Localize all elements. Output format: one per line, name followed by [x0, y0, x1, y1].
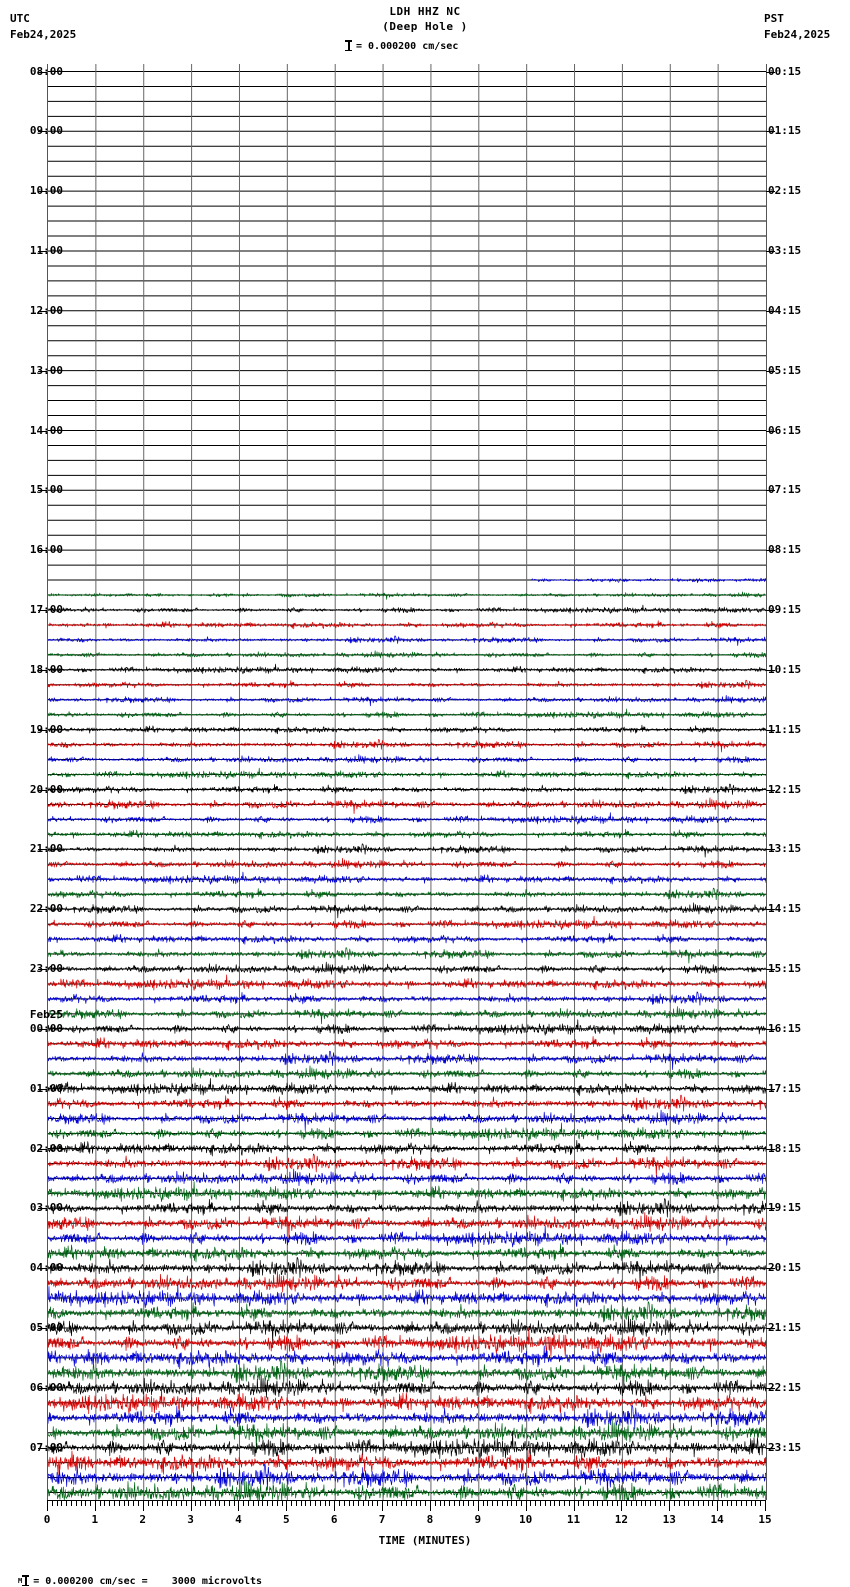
utc-time-label: 22:00 [29, 902, 63, 916]
x-minor-tick [282, 1500, 283, 1506]
x-minor-tick [617, 1500, 618, 1506]
helicorder-plot [47, 64, 767, 1500]
x-minor-tick [229, 1500, 230, 1506]
x-minor-tick [167, 1500, 168, 1506]
x-minor-tick [61, 1500, 62, 1506]
x-minor-tick [57, 1500, 58, 1506]
x-minor-tick [449, 1500, 450, 1506]
x-minor-tick [655, 1500, 656, 1506]
x-tick-label: 4 [235, 1513, 242, 1526]
x-minor-tick [684, 1500, 685, 1506]
x-minor-tick [109, 1500, 110, 1506]
x-minor-tick [564, 1500, 565, 1506]
x-minor-tick [358, 1500, 359, 1506]
x-minor-tick [66, 1500, 67, 1506]
x-minor-tick [751, 1500, 752, 1506]
utc-time-label: 06:00 [29, 1380, 63, 1394]
x-minor-tick [602, 1500, 603, 1506]
x-tick-label: 0 [43, 1513, 51, 1526]
pst-time-label: 05:15 [768, 363, 802, 377]
x-tick-label: 13 [662, 1513, 676, 1526]
x-minor-tick [329, 1500, 330, 1506]
x-major-tick [143, 1500, 144, 1511]
utc-time-label: 23:00 [29, 962, 63, 975]
x-minor-tick [258, 1500, 259, 1506]
x-minor-tick [262, 1500, 263, 1506]
x-minor-tick [349, 1500, 350, 1506]
utc-time-label: 13:00 [29, 363, 63, 377]
x-minor-tick [664, 1500, 665, 1506]
x-minor-tick [315, 1500, 316, 1506]
x-minor-tick [272, 1500, 273, 1506]
x-tick-label: 5 [283, 1513, 290, 1526]
x-minor-tick [631, 1500, 632, 1506]
pst-time-label: 18:15 [768, 1141, 802, 1155]
x-minor-tick [372, 1500, 373, 1506]
x-minor-tick [301, 1500, 302, 1506]
x-tick-label: 6 [330, 1513, 338, 1526]
footer-scale-bar-icon [22, 1575, 29, 1586]
pst-time-label: 10:15 [768, 662, 802, 676]
x-minor-tick [597, 1500, 598, 1506]
utc-time-label: 15:00 [29, 483, 63, 497]
pst-time-label: 20:15 [768, 1261, 802, 1275]
x-minor-tick [569, 1500, 570, 1506]
x-minor-tick [416, 1500, 417, 1506]
x-minor-tick [473, 1500, 474, 1506]
x-minor-tick [588, 1500, 589, 1506]
utc-time-label: 03:00 [29, 1201, 63, 1215]
x-minor-tick [516, 1500, 517, 1506]
x-minor-tick [507, 1500, 508, 1506]
x-minor-tick [325, 1500, 326, 1506]
x-minor-tick [205, 1500, 206, 1506]
header [0, 0, 850, 60]
utc-time-label: 20:00 [29, 782, 63, 796]
utc-time-label: 21:00 [29, 842, 63, 856]
x-minor-tick [463, 1500, 464, 1506]
x-minor-tick [511, 1500, 512, 1506]
x-minor-tick [253, 1500, 254, 1506]
x-tick-label: 1 [91, 1513, 99, 1526]
pst-time-label: 01:15 [768, 124, 802, 138]
x-minor-tick [712, 1500, 713, 1506]
x-minor-tick [492, 1500, 493, 1506]
utc-time-label: 05:00 [29, 1321, 63, 1334]
pst-time-label: 02:15 [768, 184, 802, 198]
x-minor-tick [377, 1500, 378, 1506]
x-minor-tick [708, 1500, 709, 1506]
x-minor-tick [454, 1500, 455, 1506]
scale-bar-text: = 0.000200 cm/sec [356, 41, 459, 52]
x-minor-tick [530, 1500, 531, 1506]
x-minor-tick [406, 1500, 407, 1506]
utc-time-label: 04:00 [29, 1261, 63, 1275]
pst-time-label: 07:15 [768, 483, 802, 497]
x-minor-tick [741, 1500, 742, 1506]
x-minor-tick [248, 1500, 249, 1506]
x-tick-label: 12 [614, 1513, 629, 1526]
x-tick-label: 10 [519, 1513, 533, 1526]
pst-time-label: 08:15 [768, 543, 802, 557]
x-major-tick [526, 1500, 527, 1511]
pst-timezone-label: PST [764, 12, 784, 25]
x-minor-tick [81, 1500, 82, 1506]
utc-time-label: 14:00 [29, 423, 63, 437]
x-minor-tick [578, 1500, 579, 1506]
x-minor-tick [693, 1500, 694, 1506]
scale-bar-note [345, 40, 458, 52]
x-minor-tick [114, 1500, 115, 1506]
utc-timezone-label: UTC [10, 12, 30, 25]
x-minor-tick [703, 1500, 704, 1506]
x-minor-tick [645, 1500, 646, 1506]
pst-time-label: 14:15 [768, 902, 802, 916]
x-minor-tick [305, 1500, 306, 1506]
x-major-tick [574, 1500, 575, 1511]
x-minor-tick [363, 1500, 364, 1506]
x-minor-tick [727, 1500, 728, 1506]
pst-time-label: 03:15 [768, 244, 802, 257]
pst-time-label: 04:15 [768, 303, 802, 317]
x-minor-tick [162, 1500, 163, 1506]
x-minor-tick [291, 1500, 292, 1506]
x-minor-tick [353, 1500, 354, 1506]
x-minor-tick [128, 1500, 129, 1506]
x-minor-tick [104, 1500, 105, 1506]
x-tick-label: 11 [566, 1513, 581, 1526]
x-minor-tick [497, 1500, 498, 1506]
x-minor-tick [152, 1500, 153, 1506]
x-minor-tick [468, 1500, 469, 1506]
pst-time-label: 11:15 [768, 722, 802, 736]
pst-time-label: 15:15 [768, 962, 802, 975]
x-minor-tick [593, 1500, 594, 1506]
x-major-tick [621, 1500, 622, 1511]
x-minor-tick [660, 1500, 661, 1506]
x-major-tick [238, 1500, 239, 1511]
x-minor-tick [722, 1500, 723, 1506]
utc-time-label: 10:00 [29, 184, 63, 198]
pst-time-label: 12:15 [768, 782, 802, 796]
x-minor-tick [224, 1500, 225, 1506]
x-minor-tick [215, 1500, 216, 1506]
x-minor-tick [210, 1500, 211, 1506]
utc-time-label: 12:00 [29, 303, 63, 317]
x-tick-label: 7 [378, 1513, 386, 1526]
x-minor-tick [339, 1500, 340, 1506]
utc-time-label: 18:00 [29, 662, 63, 676]
x-minor-tick [554, 1500, 555, 1506]
x-minor-tick [612, 1500, 613, 1506]
x-minor-tick [148, 1500, 149, 1506]
x-minor-tick [138, 1500, 139, 1506]
x-minor-tick [641, 1500, 642, 1506]
x-minor-tick [444, 1500, 445, 1506]
x-minor-tick [626, 1500, 627, 1506]
x-minor-tick [267, 1500, 268, 1506]
x-minor-tick [219, 1500, 220, 1506]
pst-time-label: 09:15 [768, 603, 802, 616]
pst-time-label: 23:15 [768, 1440, 802, 1454]
x-major-tick [717, 1500, 718, 1511]
x-major-tick [669, 1500, 670, 1511]
x-minor-tick [387, 1500, 388, 1506]
x-minor-tick [540, 1500, 541, 1506]
x-tick-label: 8 [426, 1513, 434, 1526]
pst-time-label: 22:15 [768, 1380, 802, 1394]
x-minor-tick [52, 1500, 53, 1506]
x-minor-tick [396, 1500, 397, 1506]
utc-time-label: 19:00 [29, 722, 63, 736]
x-tick-label: 14 [710, 1513, 724, 1526]
pst-time-label: 13:15 [768, 842, 802, 856]
x-minor-tick [100, 1500, 101, 1506]
x-minor-tick [550, 1500, 551, 1506]
x-minor-tick [392, 1500, 393, 1506]
utc-date-label: Feb24,2025 [10, 28, 77, 41]
x-minor-tick [85, 1500, 86, 1506]
x-minor-tick [435, 1500, 436, 1506]
x-minor-tick [459, 1500, 460, 1506]
utc-time-label: 08:00 [29, 64, 63, 78]
x-minor-tick [124, 1500, 125, 1506]
x-minor-tick [133, 1500, 134, 1506]
pst-time-label: 17:15 [768, 1081, 802, 1095]
x-major-tick [334, 1500, 335, 1511]
x-major-tick [47, 1500, 48, 1511]
x-minor-tick [731, 1500, 732, 1506]
utc-time-label: 09:00 [29, 124, 63, 138]
pst-time-label: 00:15 [768, 64, 802, 78]
x-minor-tick [607, 1500, 608, 1506]
x-minor-tick [425, 1500, 426, 1506]
x-minor-tick [698, 1500, 699, 1506]
utc-time-label: 00:00 [29, 1021, 63, 1035]
footer-scale-text: = 0.000200 cm/sec = 3000 microvolts [33, 1576, 263, 1587]
x-minor-tick [76, 1500, 77, 1506]
x-minor-tick [119, 1500, 120, 1506]
x-minor-tick [483, 1500, 484, 1506]
x-minor-tick [545, 1500, 546, 1506]
x-minor-tick [736, 1500, 737, 1506]
plot-grid [48, 64, 766, 1500]
x-minor-tick [650, 1500, 651, 1506]
x-minor-tick [746, 1500, 747, 1506]
x-minor-tick [277, 1500, 278, 1506]
station-title: LDH HHZ NC [389, 5, 461, 18]
x-minor-tick [440, 1500, 441, 1506]
x-minor-tick [755, 1500, 756, 1506]
x-minor-tick [583, 1500, 584, 1506]
x-minor-tick [521, 1500, 522, 1506]
utc-time-label: 07:00 [29, 1440, 63, 1454]
utc-time-label: 01:00 [29, 1081, 63, 1095]
utc-time-label: 02:00 [29, 1141, 63, 1155]
x-major-tick [95, 1500, 96, 1511]
x-minor-tick [243, 1500, 244, 1506]
x-tick-label: 15 [758, 1513, 772, 1526]
pst-time-label: 16:15 [768, 1021, 802, 1035]
x-minor-tick [679, 1500, 680, 1506]
x-minor-tick [760, 1500, 761, 1506]
x-minor-tick [171, 1500, 172, 1506]
x-minor-tick [71, 1500, 72, 1506]
scale-bar-icon [345, 40, 352, 51]
x-tick-label: 9 [474, 1513, 482, 1526]
pst-time-label: 21:15 [768, 1321, 802, 1334]
pst-time-label: 06:15 [768, 423, 802, 437]
x-minor-tick [320, 1500, 321, 1506]
x-major-tick [765, 1500, 766, 1511]
x-minor-tick [176, 1500, 177, 1506]
x-minor-tick [559, 1500, 560, 1506]
x-minor-tick [487, 1500, 488, 1506]
x-minor-tick [200, 1500, 201, 1506]
x-minor-tick [157, 1500, 158, 1506]
x-major-tick [382, 1500, 383, 1511]
x-minor-tick [636, 1500, 637, 1506]
utc-day-marker: Feb25 [29, 1007, 63, 1021]
x-tick-label: 2 [139, 1513, 147, 1526]
pst-date-label: Feb24,2025 [764, 28, 831, 41]
station-subtitle: (Deep Hole ) [382, 20, 468, 33]
x-minor-tick [502, 1500, 503, 1506]
x-minor-tick [90, 1500, 91, 1506]
x-minor-tick [186, 1500, 187, 1506]
x-minor-tick [535, 1500, 536, 1506]
x-axis-title: TIME (MINUTES) [378, 1534, 472, 1547]
footer-prefix: M [18, 1577, 23, 1585]
utc-time-label: 16:00 [29, 543, 63, 557]
x-major-tick [191, 1500, 192, 1511]
x-major-tick [478, 1500, 479, 1511]
x-minor-tick [420, 1500, 421, 1506]
x-minor-tick [411, 1500, 412, 1506]
x-minor-tick [296, 1500, 297, 1506]
pst-time-label: 19:15 [768, 1201, 802, 1215]
utc-time-label: 11:00 [29, 244, 63, 257]
x-major-tick [430, 1500, 431, 1511]
x-minor-tick [181, 1500, 182, 1506]
x-minor-tick [310, 1500, 311, 1506]
x-major-tick [286, 1500, 287, 1511]
x-minor-tick [688, 1500, 689, 1506]
x-minor-tick [674, 1500, 675, 1506]
x-minor-tick [234, 1500, 235, 1506]
utc-time-label: 17:00 [29, 603, 63, 616]
x-minor-tick [344, 1500, 345, 1506]
x-minor-tick [195, 1500, 196, 1506]
x-minor-tick [401, 1500, 402, 1506]
x-minor-tick [368, 1500, 369, 1506]
x-tick-label: 3 [187, 1513, 194, 1526]
